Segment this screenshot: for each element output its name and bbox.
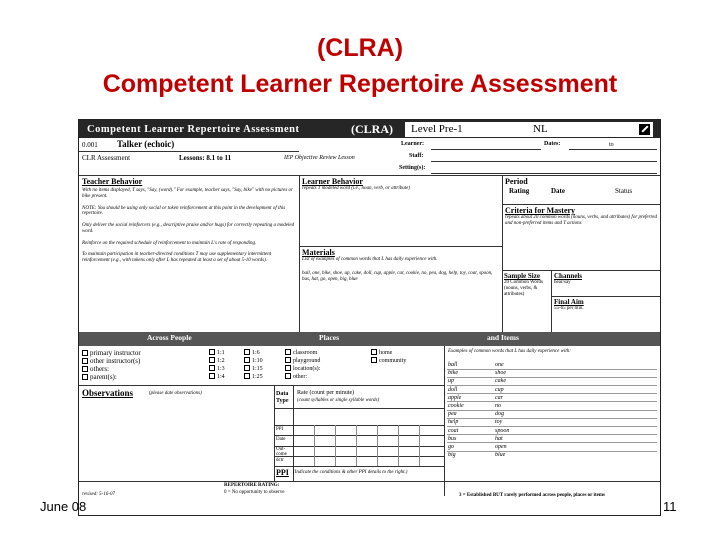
type-label: Type — [276, 398, 289, 404]
ratio-row: 1:2 — [209, 357, 245, 365]
item-word: dog — [495, 411, 504, 418]
ratio-row: 1:15 — [244, 365, 284, 373]
item-word: cookie — [448, 403, 464, 410]
ratio-list-2 — [244, 349, 284, 381]
rating-heading: REPERTOIRE RATING: — [224, 483, 280, 488]
band-items: and Items — [487, 333, 519, 342]
final-aim-divider — [551, 296, 661, 297]
checkbox-icon[interactable] — [371, 357, 377, 363]
ratio-list-1 — [209, 349, 245, 381]
checkbox-icon[interactable] — [285, 357, 291, 363]
item-word: go — [448, 444, 454, 451]
final-aim-text: 55-65 per min. — [554, 306, 584, 312]
period-date: Date — [551, 187, 565, 195]
place-row: classroom — [285, 349, 375, 357]
item-word: bike — [448, 370, 458, 377]
period-box — [505, 177, 660, 195]
slide-title-line2: Competent Learner Repertoire Assessment — [102, 70, 618, 98]
checkbox-icon[interactable] — [285, 373, 291, 379]
person-row[interactable]: others: — [82, 365, 207, 373]
checkbox-icon[interactable] — [209, 365, 215, 371]
place-row: playground — [285, 357, 375, 365]
checkbox-icon[interactable] — [244, 349, 250, 355]
revised-date: revised: 5-16-07 — [82, 492, 115, 497]
lessons-range: Lessons: 8.1 to 11 — [179, 154, 232, 162]
skill-number: 0.001 — [82, 141, 98, 149]
item-word: big — [448, 452, 456, 459]
place-row: other: — [285, 373, 375, 381]
band-places: Places — [319, 333, 339, 342]
item-word: ball — [448, 362, 458, 368]
person-row[interactable]: primary instructor — [82, 349, 207, 357]
top-divider-2 — [79, 175, 661, 176]
staff-line — [431, 161, 657, 162]
level-box — [405, 122, 653, 137]
data-label: Data — [276, 391, 289, 397]
settings-label: Setting(s): — [399, 165, 426, 171]
item-word: one — [495, 362, 504, 368]
item-word: no — [495, 403, 501, 410]
materials-box — [302, 248, 498, 282]
learner-behavior-box — [302, 177, 502, 192]
materials-heading: Materials — [302, 248, 335, 257]
item-word: pea — [448, 411, 457, 418]
observations-note: (please date observations) — [149, 391, 202, 396]
checkbox-icon[interactable] — [82, 358, 88, 364]
checkbox-icon[interactable] — [285, 365, 291, 371]
rate-label: Rate (count per minute) — [297, 390, 355, 396]
checkbox-icon[interactable] — [209, 373, 215, 379]
form-header — [79, 120, 661, 138]
place-row: location(s): — [285, 365, 375, 373]
teacher-behavior-p1: With no items displayed, T says, "Say, (word)." For example, teacher says, "Say, bike" with no pictures or bike present. — [82, 188, 293, 199]
final-aim-heading: Final Aim — [554, 298, 584, 306]
checkbox-icon[interactable] — [244, 365, 250, 371]
final-aim-box — [554, 298, 660, 312]
period-rating: Rating — [509, 187, 530, 195]
checkbox-icon[interactable] — [244, 357, 250, 363]
item-word: spoon — [495, 427, 510, 434]
period-heading: Period — [505, 177, 528, 186]
item-word: hat — [495, 435, 503, 442]
materials-text: List of examples of common words that L has daily experience with. — [302, 257, 438, 263]
item-word: blue — [495, 452, 506, 459]
observations-heading: Observations — [82, 388, 134, 398]
ratio-row: 1:3 — [209, 365, 245, 373]
checkbox-icon[interactable] — [82, 350, 88, 356]
learner-behavior-heading: Learner Behavior — [302, 177, 363, 186]
generalization-band — [79, 332, 661, 346]
places-list-2 — [371, 349, 441, 365]
checkbox-icon[interactable] — [285, 349, 291, 355]
sample-size-heading: Sample Size — [504, 272, 540, 280]
places-list — [285, 349, 375, 381]
teacher-behavior-heading: Teacher Behavior — [82, 177, 143, 186]
checkbox-icon[interactable] — [371, 349, 377, 355]
item-word: car — [495, 394, 503, 401]
form-code: (CLRA) — [351, 122, 393, 136]
date-row-label: Date — [276, 437, 286, 442]
rating-3: 3 = Established BUT rarely performed across people, places or items — [459, 493, 605, 498]
item-word: cup — [495, 386, 504, 393]
level-label: Level Pre-1 — [411, 123, 463, 135]
teacher-col-divider — [299, 175, 300, 332]
materials-words: ball, one, bike, shoe, up, cake, doll, cup, apple, car, cookie, no, pea, dog, help, toy, coat, spoon, bus, hat, go, open, big, blue — [302, 270, 493, 282]
criteria-box — [505, 206, 660, 227]
sample-size-text: 20 Common Words (nouns, verbs, & attributes) — [504, 280, 543, 297]
item-word: apple — [448, 394, 462, 401]
teacher-behavior-box — [82, 177, 296, 264]
dates-to: to — [609, 142, 614, 148]
footer-date: June 08 — [40, 499, 87, 514]
dates-line — [569, 149, 657, 150]
items-col-divider — [444, 346, 445, 496]
level-code: NL — [533, 123, 548, 135]
ratio-row: 1:4 — [209, 373, 245, 381]
skill-name: Talker (echoic) — [117, 139, 175, 149]
bottom-divider — [79, 481, 661, 482]
dctr-row-label: dctr — [276, 458, 284, 463]
slide-title-line1: (CLRA) — [316, 34, 404, 62]
learner-line — [431, 149, 541, 150]
top-divider-1 — [79, 151, 299, 152]
sample-col-divider — [551, 270, 552, 332]
ratio-row: 1:1 — [209, 349, 245, 357]
sample-size-box — [504, 272, 550, 297]
form-title: Competent Learner Repertoire Assessment — [87, 124, 300, 135]
corner-arrow-icon — [639, 124, 650, 135]
item-word: up — [448, 378, 454, 385]
ppi-row-label: PPI — [276, 427, 284, 432]
rating-0: 0 = No opportunity to observe — [224, 490, 285, 495]
ratio-row: 1:10 — [244, 357, 284, 365]
item-word: doll — [448, 386, 458, 393]
staff-label: Staff: — [409, 153, 424, 159]
item-word: help — [448, 419, 459, 426]
iep-objective: IEP Objective Review Lesson — [284, 155, 355, 161]
clr-assessment-label: CLR Assessment — [82, 154, 131, 162]
rate-note: (count syllables or single syllable words) — [297, 398, 380, 403]
ppi-heading: PPI — [276, 468, 289, 477]
dates-label: Dates: — [544, 141, 561, 147]
period-status: Status — [615, 187, 633, 195]
criteria-divider — [502, 204, 661, 205]
checkbox-icon[interactable] — [209, 349, 215, 355]
ppi-text: (Indicate the conditions & other PPI details to the right.) — [293, 470, 408, 475]
checkbox-icon[interactable] — [82, 366, 88, 372]
materials-divider — [299, 246, 502, 247]
item-word: coat — [448, 427, 459, 434]
place-row: home — [371, 349, 441, 357]
assessment-form-image — [78, 119, 661, 516]
teacher-behavior-p3: Only deliver the social reinforcers (e.g., descriptive praise and/or hugs) for correctly repeating a modeled word. — [82, 223, 295, 234]
channels-box — [554, 272, 660, 286]
sample-divider — [502, 270, 661, 271]
items-heading: Examples of common words that L has daily experience with: — [448, 349, 571, 354]
band-across-people: Across People — [147, 333, 192, 342]
item-word: bus — [448, 435, 457, 442]
settings-line — [431, 173, 657, 174]
observations-divider — [79, 385, 444, 386]
item-word: open — [495, 444, 507, 451]
criteria-text: repeats about 20 common words (nouns, verbs, and attributes) for preferred and non-preferred items and T actions — [505, 215, 658, 226]
channels-text: hear/say — [554, 280, 571, 286]
person-row[interactable]: parent(s): — [82, 373, 207, 381]
teacher-behavior-p4: Reinforce on the required schedule of reinforcement to maintain L's rate of responding. — [82, 240, 257, 246]
learner-label: Learner: — [401, 141, 424, 147]
people-list — [82, 349, 207, 381]
checkbox-icon[interactable] — [82, 374, 88, 380]
criteria-heading: Criteria for Mastery — [505, 206, 576, 215]
channels-heading: Channels — [554, 272, 583, 280]
outcome-row-label: Out-come — [276, 447, 287, 457]
learner-behavior-text: repeats T modeled word (i.e., noun, verb, or attribute) — [302, 186, 410, 192]
teacher-behavior-p2: NOTE: You should be using only social or token reinforcement at this point in the development of this repertoire. — [82, 205, 286, 217]
ratio-row: 1:6 — [244, 349, 284, 357]
slide-number: 11 — [663, 499, 677, 514]
checkbox-icon[interactable] — [209, 357, 215, 363]
item-word: cake — [495, 378, 506, 385]
person-row[interactable]: other instructor(s) — [82, 357, 207, 365]
item-word: toy — [495, 419, 503, 426]
place-row: community — [371, 357, 441, 365]
item-word: shoe — [495, 370, 506, 377]
teacher-behavior-p5: To maintain participation in teacher-directed conditions T may use supplementary intermittent reinforcement (e.g., with tokens only after L has repeated at least a set of about 5-10 words). — [82, 252, 272, 264]
ratio-row: 1:25 — [244, 373, 284, 381]
checkbox-icon[interactable] — [244, 373, 250, 379]
right-col-divider — [502, 175, 503, 332]
